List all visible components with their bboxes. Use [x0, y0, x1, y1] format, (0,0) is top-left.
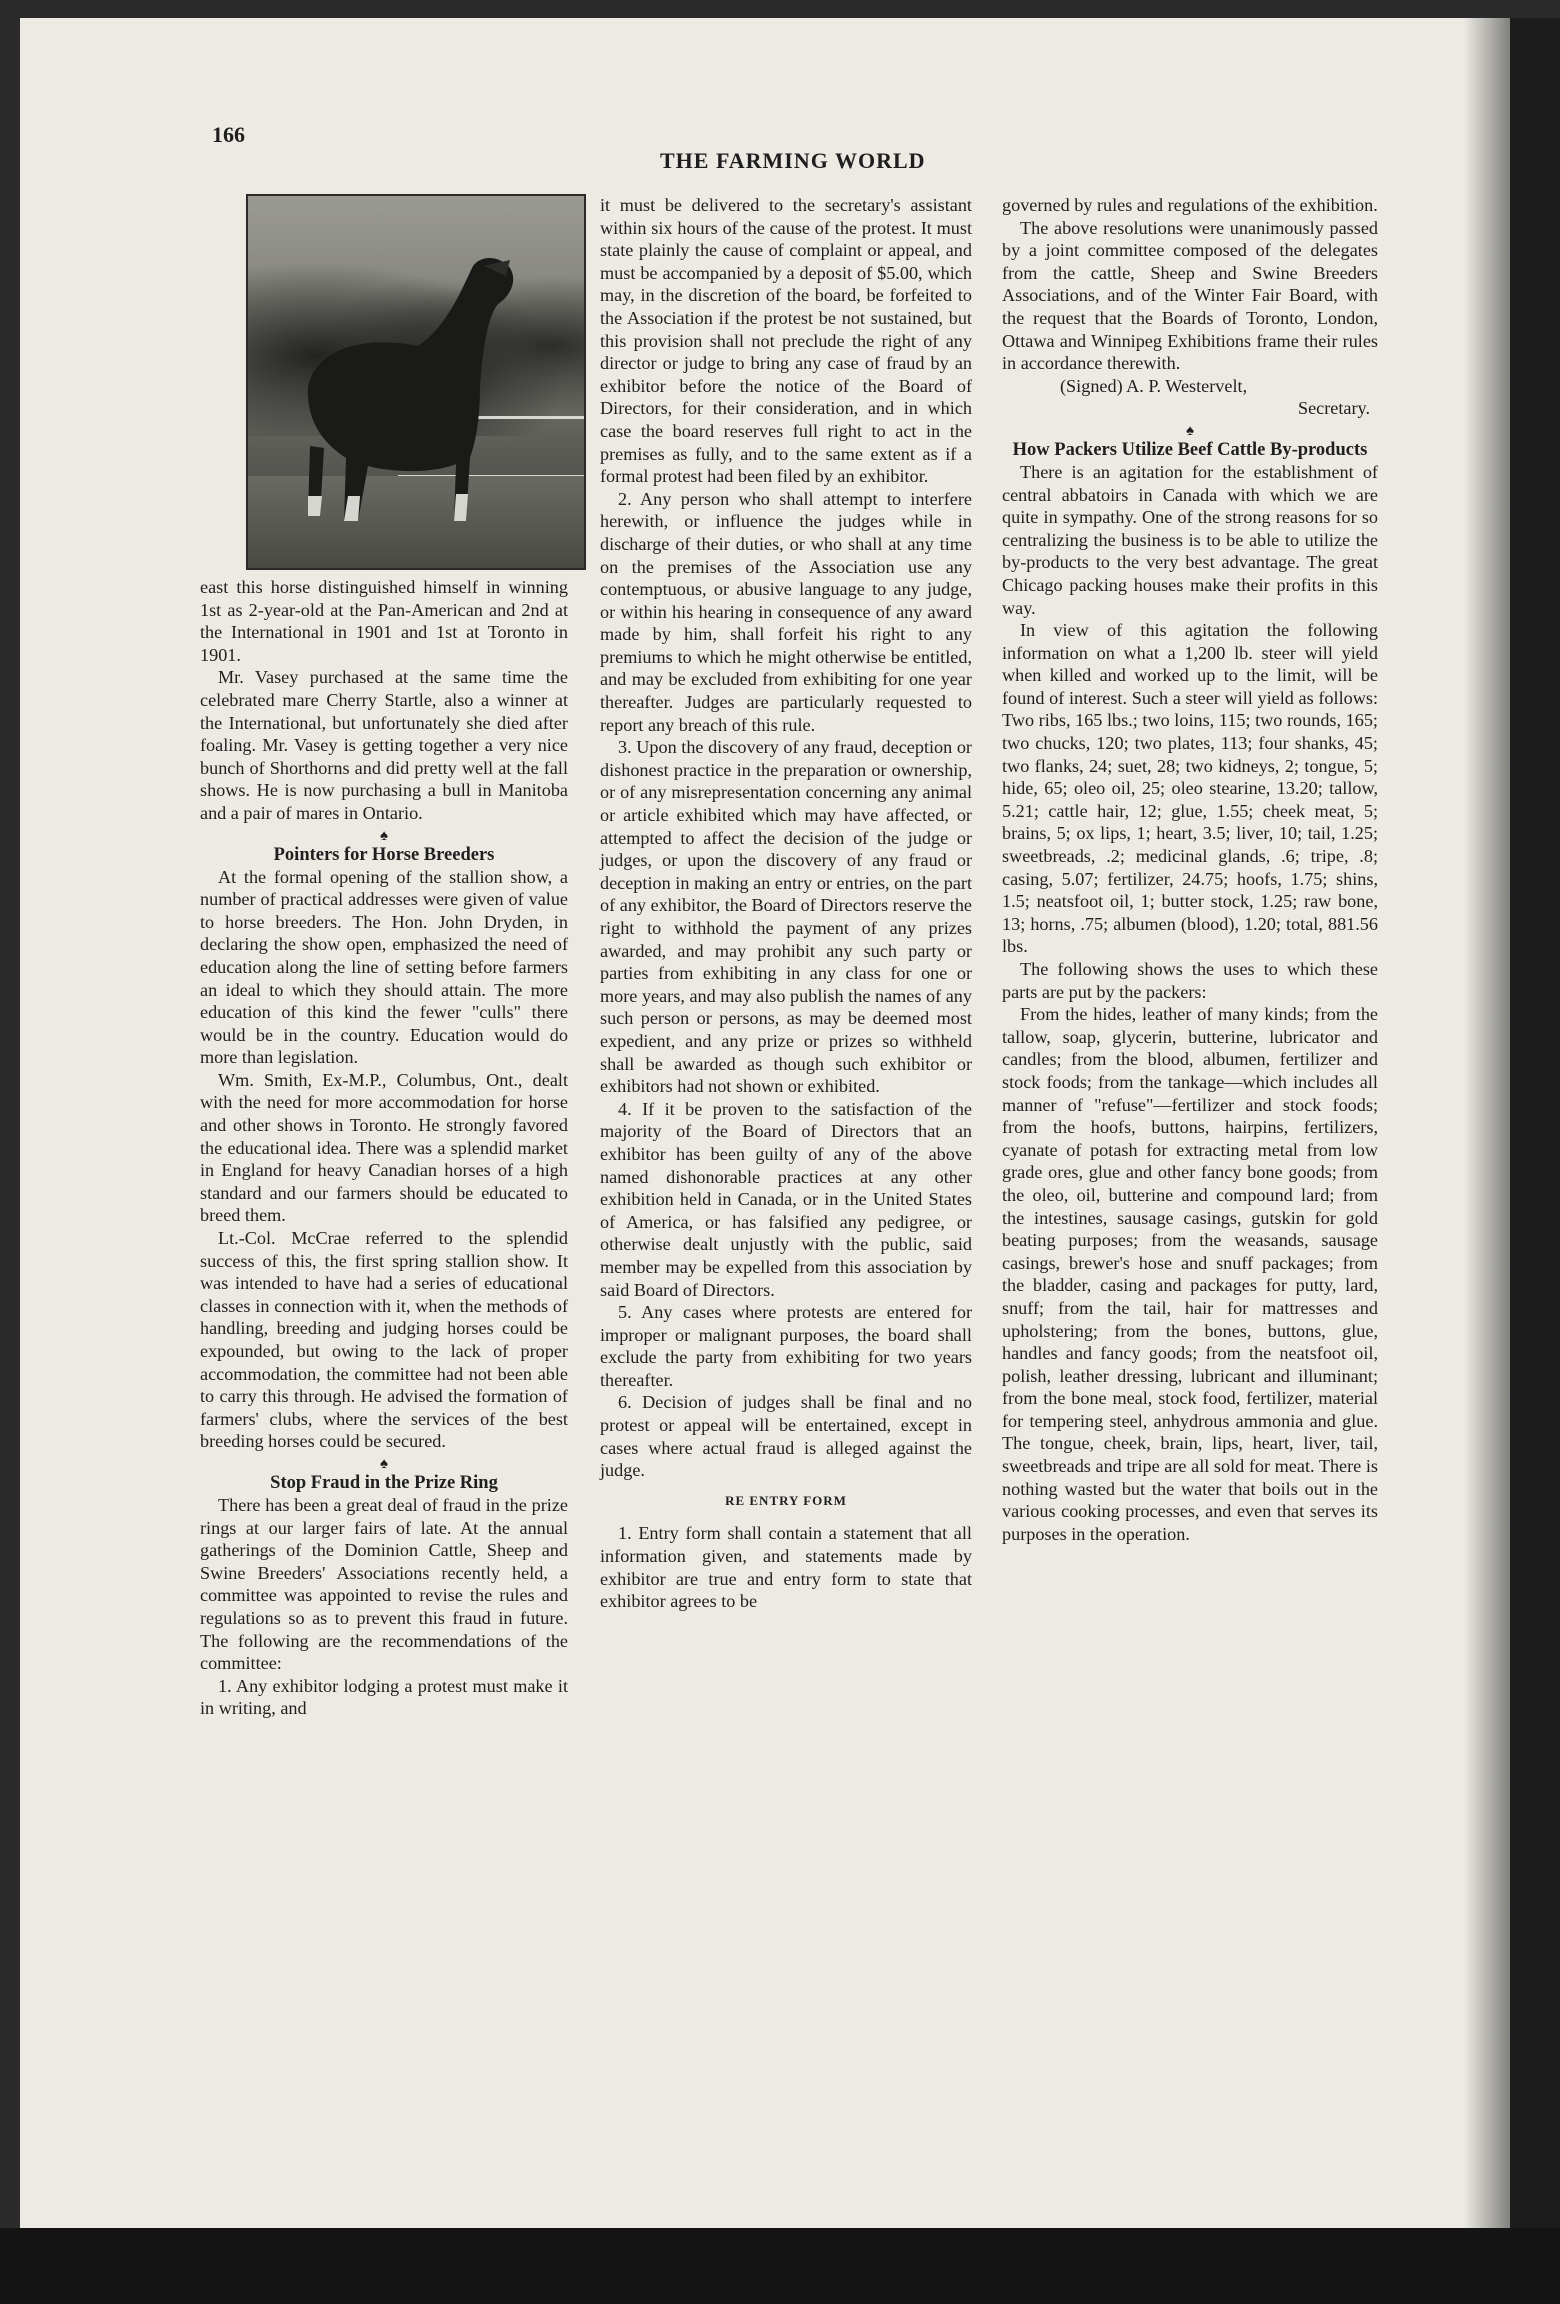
- article-heading: Stop Fraud in the Prize Ring: [270, 1472, 498, 1493]
- signature-line: (Signed) A. P. Westervelt,: [1060, 375, 1248, 396]
- page-gutter-shadow: [1464, 18, 1510, 2228]
- paragraph: Lt.-Col. McCrae referred to the splendid success of this, the first spring stallion show. It was intended to have had a series of educational classes in connection with it, when the methods of handling, breeding and judging horses could be expounded, but owing to the lack of proper accommodation, the committee had not been able to carry this through. He advised the formation of farmers' clubs, where the services of the best breeding horses could be secured.: [200, 1228, 568, 1452]
- page-number: 166: [212, 122, 245, 147]
- paragraph: There is an agitation for the establishment of central abbatoirs in Canada with which we are quite in sympathy. One of the strong reasons for so centralizing the business is to be able to utilize the by-products to the very best advantage. The great Chicago packing houses make their profits in this way.: [1002, 461, 1378, 618]
- paragraph: governed by rules and regulations of the exhibition.: [1002, 195, 1378, 215]
- paragraph: Wm. Smith, Ex-M.P., Columbus, Ont., dealt with the need for more accommodation for horse and other shows in Toronto. He strongly favored the educational idea. There was a splendid market in England for heavy Canadian horses of a high standard and our farmers should be educated to breed them.: [200, 1069, 568, 1226]
- paragraph: From the hides, leather of many kinds; from the tallow, soap, glycerin, butterine, lubricator and candles; from the blood, albumen, fertilizer and stock foods; from the tankage—which includes all manner of "refuse"—fertilizer and stock foods; from the hoofs, buttons, hairpins, fertilizers, cyanate of potash for extracting metal from low grade ores, glue and other fancy bone goods; from the oleo, oil, butterine and compound lard; from the intestines, sausage casings, gutskin for gold beating purposes; from the weasands, sausage casings, brewer's hose and snuff packages; from the bladder, casing and packages for putty, lard, snuff; from the tail, hair for mattresses and upholstering; from the bones, buttons, glue, handles and fancy goods; from the neatsfoot oil, polish, leather dressing, lubricant and illuminant; from the bone meal, stock food, fertilizer, material for tempering steel, anhydrous ammonia and glue. The tongue, cheek, brain, lips, heart, liver, tail, sweetbreads and tripe are all sold for meat. There is nothing wasted but the water that boils out in the various cooking processes, and even that serves its purposes in the operation.: [1002, 1004, 1378, 1544]
- paragraph: it must be delivered to the secretary's assistant within six hours of the cause of the protest. It must state plainly the cause of complaint or appeal, and must be accompanied by a deposit of $5.00, which may, in the discretion of the board, be forfeited to the Association if the protest be not sustained, but this provision shall not preclude the right of any director or judge to bring any case of fraud by an exhibitor before the notice of the Board of Directors, for their consideration, and in which case the board reserves full right to act in the premises as fully, and to the same extent as if a formal protest had been filed by an exhibitor.: [600, 195, 972, 487]
- paragraph: There has been a great deal of fraud in the prize rings at our larger fairs of late. At the annual gatherings of the Dominion Cattle, Sheep and Swine Breeders' Associations recently held, a committee was appointed to revise the rules and regulations so as to prevent this fraud in future. The following are the recommendations of the committee:: [200, 1494, 568, 1674]
- paragraph: The following shows the uses to which these parts are put by the packers:: [1002, 959, 1378, 1002]
- paragraph: 3. Upon the discovery of any fraud, deception or dishonest practice in the preparation or ownership, or of any misrepresentation concerning any animal or article exhibited which may have affected, or attempted to affect the decision of the judge or judges, or upon the discovery of any fraud or deception in making an entry or entries, on the part of any exhibitor, the Board of Directors reserve the right to withhold the payment of any prizes awarded, and may prohibit any such party or parties from exhibiting in any class for one or more years, and may also publish the names of any such person or persons, as may be deemed most expedient, and any prize or prizes so withheld shall be awarded as though such exhibitor or exhibitors had not shown or exhibited.: [600, 737, 972, 1097]
- scan-border-left: [0, 0, 20, 2304]
- subheading: RE ENTRY FORM: [725, 1492, 847, 1508]
- ornament-icon: ♠: [380, 1455, 388, 1472]
- paragraph: At the formal opening of the stallion show, a number of practical addresses were given of value to horse breeders. The Hon. John Dryden, in declaring the show open, emphasized the need of education along the line of setting before farmers an ideal to which they should attain. The more education of this kind the fewer "culls" there would be in the country. Education would do more than legislation.: [200, 866, 568, 1068]
- paragraph: The above resolutions were unanimously passed by a joint committee composed of the delegates from the cattle, Sheep and Swine Breeders Associations, and of the Winter Fair Board, with the request that the Boards of Toronto, London, Ottawa and Winnipeg Exhibitions frame their rules in accordance therewith.: [1002, 217, 1378, 374]
- paragraph: 1. Any exhibitor lodging a protest must make it in writing, and: [200, 1675, 568, 1719]
- signature-title: Secretary.: [1297, 398, 1370, 419]
- paragraph: 1. Entry form shall contain a statement that all information given, and statements made by exhibitor are true and entry form to state that exhibitor agrees to be: [600, 1523, 972, 1612]
- paragraph: In view of this agitation the following information on what a 1,200 lb. steer will yield when killed and worked up to the limit, will be found of interest. Such a steer will yield as follows: Two ribs, 165 lbs.; two loins, 115; two rounds, 165; two chucks, 120; two plates, 113; four shanks, 45; two flanks, 24; suet, 28; two kidneys, 2; tongue, 5; hide, 65; oleo oil, 25; oleo stearine, 13.20; tallow, 5.21; cattle hair, 12; glue, 1.55; cheek meat, 5; brains, 5; ox lips, 1; heart, 3.5; liver, 10; tail, 1.25; sweetbreads, .2; medicinal glands, .6; tripe, .8; casing, 5.07; fertilizer, 24.75; hoofs, 1.75; shins, 1.5; neatsfoot oil, 1; butter stock, 1.25; raw bone, 13; horns, .75; albumen (blood), 1.20; total, 881.56 lbs.: [1002, 620, 1378, 957]
- column-3: [1002, 194, 1378, 1545]
- horse-photo: [246, 194, 586, 570]
- article-heading: How Packers Utilize Beef Cattle By-products: [1012, 439, 1368, 460]
- paragraph: 5. Any cases where protests are entered for improper or malignant purposes, the board shall exclude the party from exhibiting for two years thereafter.: [600, 1302, 972, 1390]
- paragraph: 2. Any person who shall attempt to interfere herewith, or influence the judges while in discharge of their duties, or who shall at any time on the premises of the Association use any contemptuous, or abusive language to any judge, or within his hearing in consequence of any award made by him, shall forfeit his right to any premiums to which he might otherwise be entitled, and may be excluded from exhibiting for one year thereafter. Judges are particularly requested to report any breach of this rule.: [600, 488, 972, 735]
- running-head: THE FARMING WORLD: [660, 148, 926, 173]
- ornament-icon: ♠: [380, 827, 388, 844]
- paragraph: Mr. Vasey purchased at the same time the celebrated mare Cherry Startle, also a winner at the International, but unfortunately she died after foaling. Mr. Vasey is getting together a very nice bunch of Shorthorns and did pretty well at the fall shows. He is now purchasing a bull in Manitoba and a pair of mares in Ontario.: [200, 667, 568, 823]
- ornament-icon: ♠: [1186, 422, 1194, 439]
- scan-border-top: [0, 0, 1560, 18]
- scan-border-bottom: [0, 2228, 1560, 2304]
- paragraph: 4. If it be proven to the satisfaction of the majority of the Board of Directors that an exhibitor has been guilty of any of the above named dishonorable practices at any other exhibition held in Canada, or in the United States of America, or has falsified any pedigree, or otherwise dealt unjustly with the public, said member may be expelled from this association by said Board of Directors.: [600, 1098, 972, 1300]
- newspaper-page: [20, 18, 1510, 2228]
- article-heading: Pointers for Horse Breeders: [273, 844, 495, 865]
- paragraph: east this horse distinguished himself in winning 1st as 2-year-old at the Pan-American and 2nd at the International in 1901 and 1st at Toronto in 1901.: [200, 577, 568, 665]
- horse-silhouette: [248, 196, 584, 568]
- column-2: [600, 194, 972, 1613]
- column-1: [200, 194, 568, 1720]
- paragraph: 6. Decision of judges shall be final and no protest or appeal will be entertained, except in cases where actual fraud is alleged against the judge.: [600, 1392, 972, 1481]
